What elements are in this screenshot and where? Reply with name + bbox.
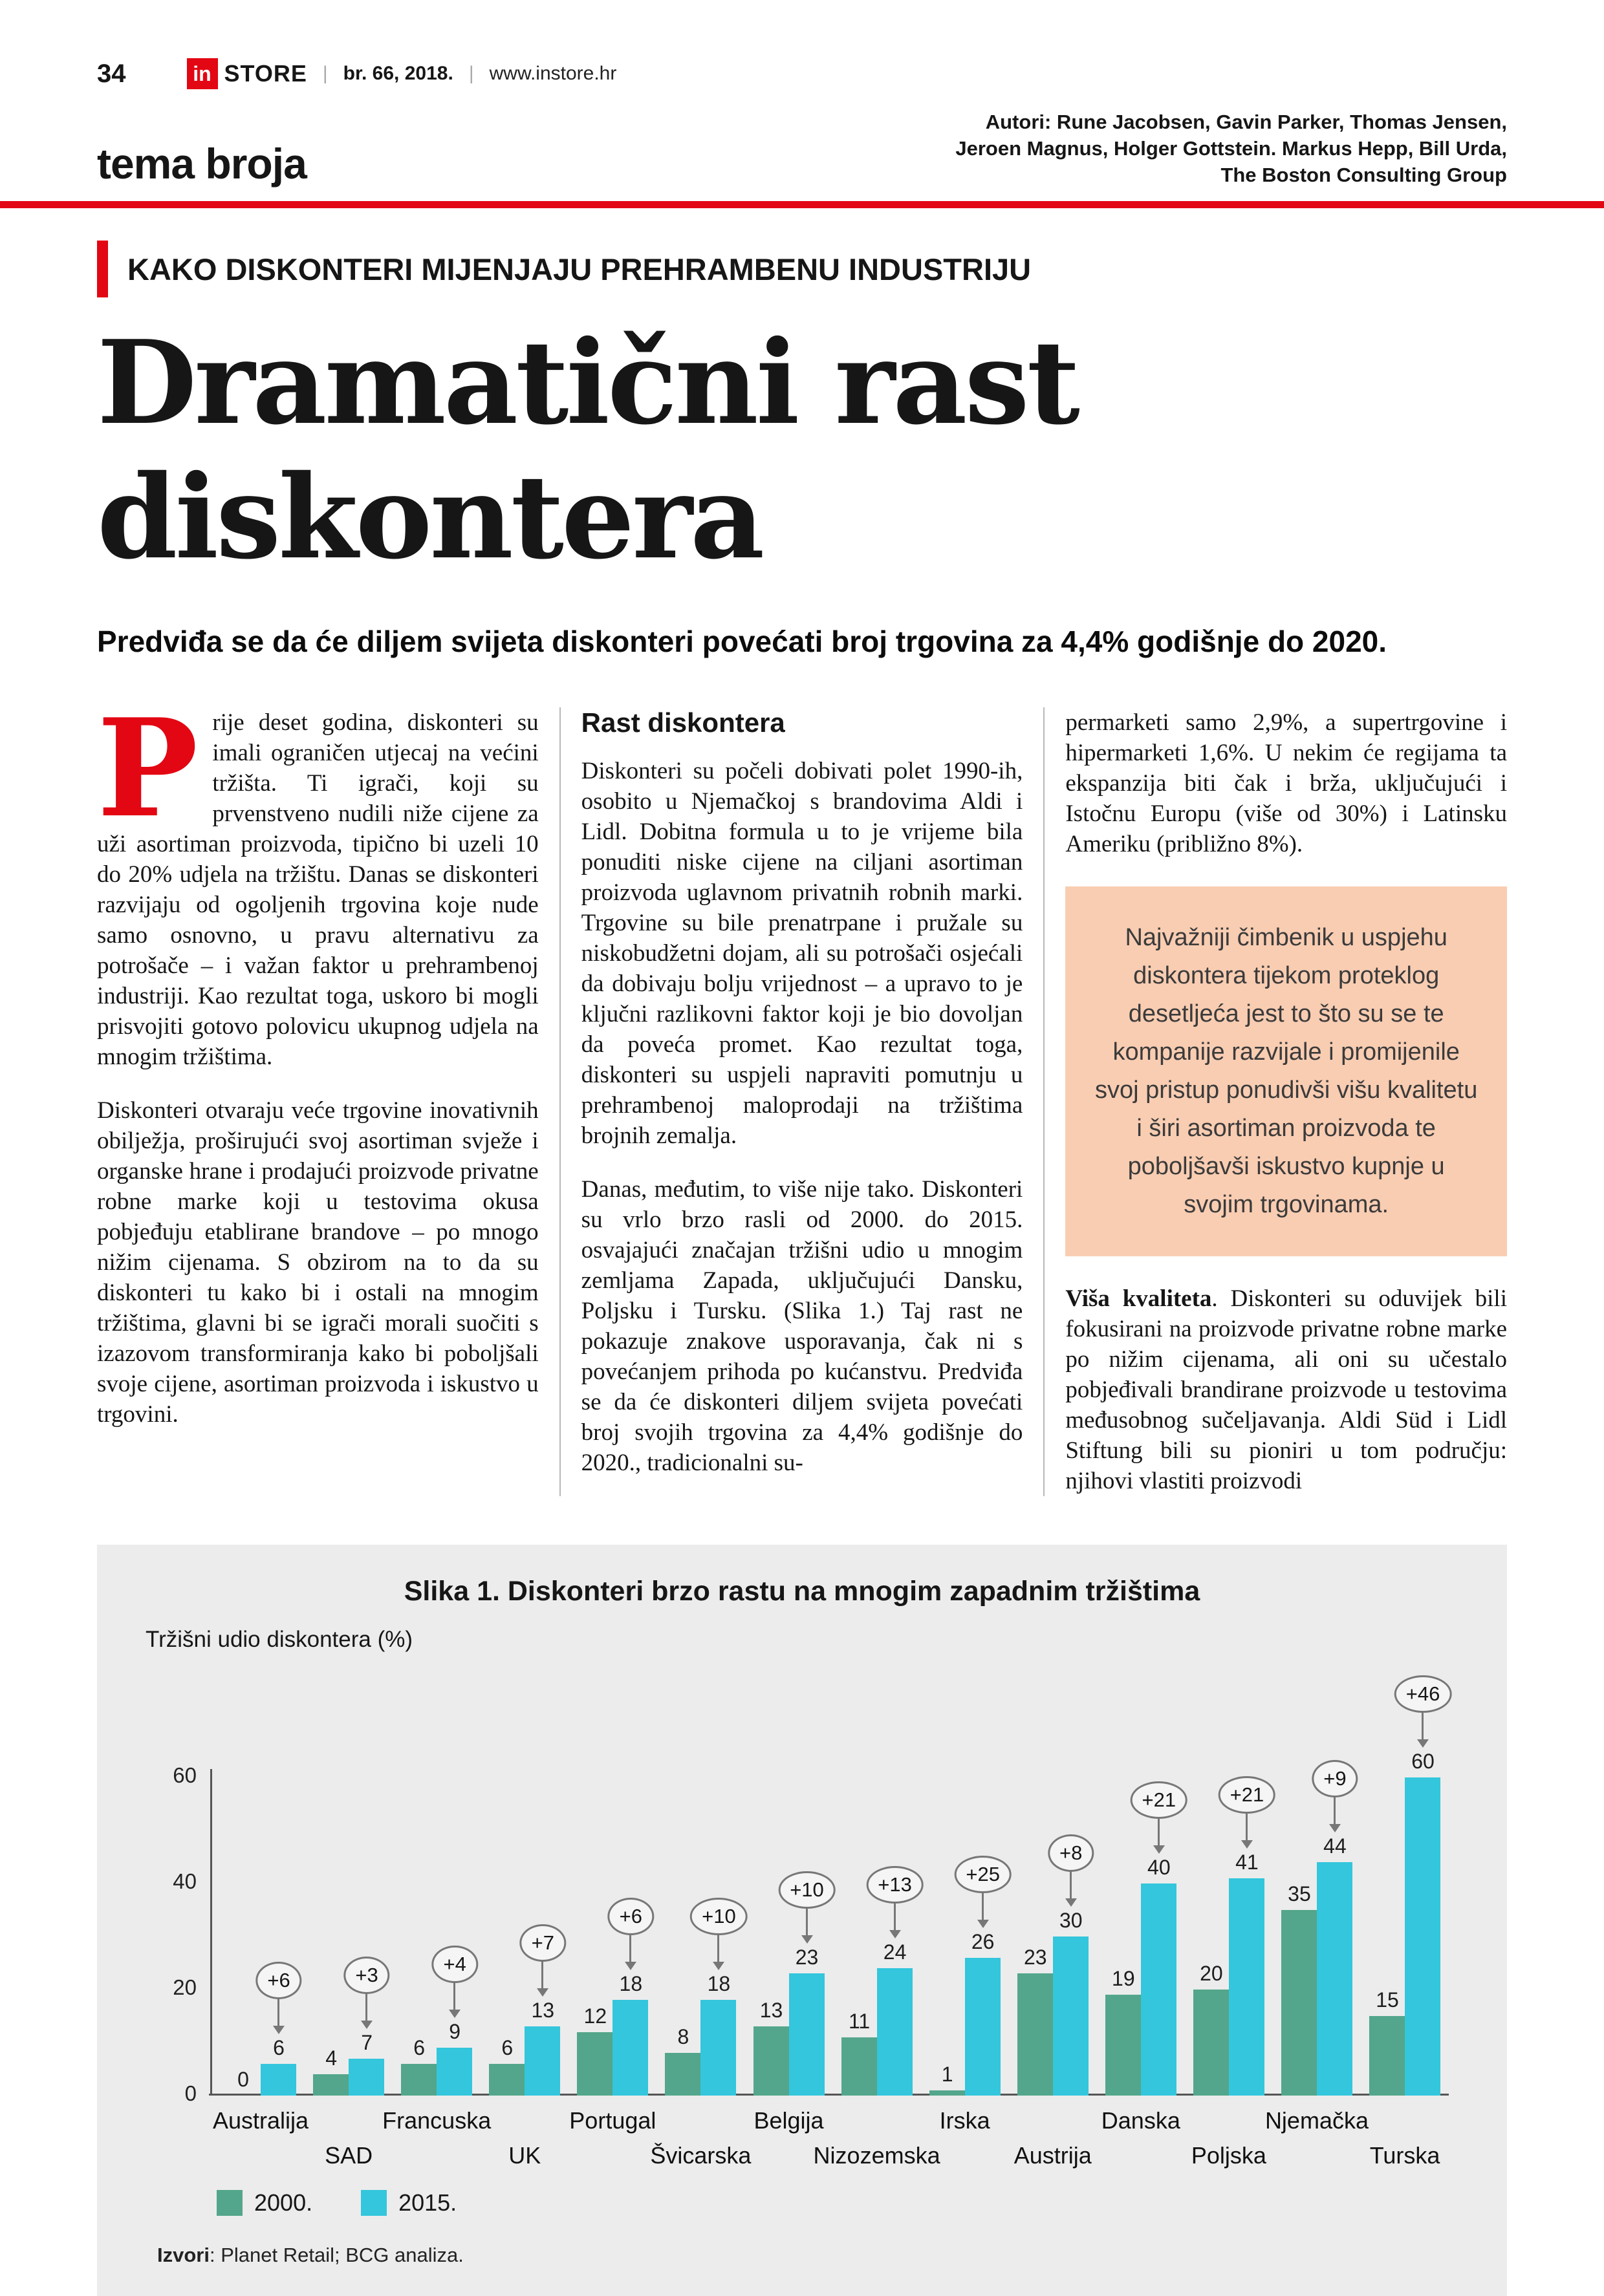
value-2015-Portugal: 18 — [619, 1971, 643, 1995]
source-text: : Planet Retail; BCG analiza. — [209, 2243, 464, 2266]
bar-2000-Francuska — [401, 2064, 437, 2096]
issue-number: br. 66, 2018. — [343, 63, 453, 84]
subheading: Rast diskontera — [581, 707, 785, 738]
bar-2000-Poljska — [1193, 1990, 1229, 2096]
bar-2015-Belgija — [789, 1973, 825, 2096]
page-number: 34 — [97, 59, 126, 88]
kicker-row — [97, 241, 1507, 297]
delta-arrow-line — [1070, 1870, 1072, 1900]
instore-logo — [187, 58, 307, 89]
delta-arrow-line — [806, 1907, 808, 1937]
chart-legend — [217, 2189, 1458, 2216]
delta-badge-Irska: +25 — [954, 1856, 1012, 1893]
column-2 — [559, 707, 1044, 1496]
value-2015-UK: 13 — [531, 1998, 555, 2022]
value-2015-Nizozemska: 24 — [883, 1940, 907, 1964]
delta-arrow-line — [1334, 1796, 1336, 1825]
y-tick-40: 40 — [173, 1869, 197, 1893]
bar-2015-Turska — [1405, 1777, 1440, 2096]
x-label-Danska: Danska — [1101, 2107, 1180, 2134]
pull-quote-box: Najvažniji čimbenik u uspjehu diskontera tijekom proteklog desetljeća jest to što su se te kompanije razvijale i promijenile svoj pristup ponudivši višu kvalitetu i širi asortiman proizvoda te poboljšavši iskustvo kupnje u svojim trgovinama. — [1065, 886, 1507, 1256]
article-title-line2: diskontera — [97, 449, 763, 585]
legend-label: 2000. — [254, 2189, 313, 2216]
x-label-Austrija: Austrija — [1013, 2141, 1092, 2169]
bar-group-Nizozemska — [813, 1669, 940, 2169]
article-title — [97, 316, 1507, 585]
section-title: tema broja — [97, 140, 307, 188]
bar-group-Irska — [921, 1669, 1009, 2134]
bar-2000-Irska — [929, 2090, 965, 2096]
bars-container — [213, 1669, 1449, 2169]
value-2000-SAD: 4 — [325, 2046, 337, 2070]
delta-arrow-line — [277, 1997, 279, 2027]
y-tick-20: 20 — [173, 1975, 197, 1999]
chart-y-axis-label: Tržišni udio diskontera (%) — [146, 1626, 413, 1652]
delta-badge-Njemačka: +9 — [1312, 1760, 1358, 1797]
delta-arrow-line — [982, 1891, 984, 1921]
delta-arrow-line — [1246, 1812, 1248, 1841]
red-kicker-bar — [97, 241, 108, 297]
delta-badge-Austrija: +8 — [1048, 1834, 1094, 1872]
value-2015-Austrija: 30 — [1059, 1908, 1083, 1932]
paragraph — [1065, 1283, 1507, 1496]
chart-title: Slika 1. Diskonteri brzo rastu na mnogim zapadnim tržištima — [404, 1575, 1200, 1607]
delta-arrow-line — [629, 1933, 631, 1963]
bar-2000-Portugal — [577, 2032, 612, 2096]
delta-badge-Danska: +21 — [1131, 1781, 1188, 1819]
bar-group-Austrija — [1009, 1669, 1097, 2169]
value-2000-Danska: 19 — [1112, 1966, 1135, 1990]
authors-line: Autori: Rune Jacobsen, Gavin Parker, Thomas Jensen, — [985, 111, 1507, 133]
value-2000-Poljska: 20 — [1200, 1961, 1223, 1985]
legend-swatch — [217, 2190, 243, 2216]
legend-label: 2015. — [398, 2189, 457, 2216]
paragraph — [97, 689, 539, 1072]
legend-item-2015 — [361, 2189, 457, 2216]
value-2015-Njemačka: 44 — [1323, 1834, 1347, 1858]
website-link[interactable]: www.instore.hr — [489, 63, 617, 84]
header-divider: | — [322, 63, 328, 84]
x-label-Turska: Turska — [1369, 2141, 1440, 2169]
value-2015-SAD: 7 — [361, 2030, 373, 2054]
x-label-Portugal: Portugal — [569, 2107, 656, 2134]
value-2000-UK: 6 — [501, 2035, 514, 2059]
paragraph: Danas, međutim, to više nije tako. Diskonteri su vrlo brzo rasli od 2000. do 2015. osvajajući značajan tržišni udio u mnogim zemljama Zapada, uključujući Dansku, Poljsku i Tursku. (Slika 1.) Taj rast ne pokazuje znakove usporavanja, čak ni s povećanjem prihoda po kućanstvu. Predviđa se da će diskonteri diljem svijeta povećati broj svojih trgovina za 4,4% godišnje do 2020., tradicionalni su- — [581, 1175, 1023, 1476]
bar-2015-Poljska — [1229, 1878, 1264, 2096]
delta-arrow-line — [1422, 1711, 1424, 1741]
bar-group-Australija — [213, 1669, 309, 2134]
bar-group-Švicarska — [650, 1669, 752, 2169]
bar-group-UK — [481, 1669, 569, 2169]
x-label-Irska: Irska — [939, 2107, 990, 2134]
source-label: Izvori — [157, 2243, 210, 2266]
article-body — [97, 689, 1508, 1496]
value-2015-Poljska: 41 — [1235, 1850, 1259, 1874]
bar-2000-Danska — [1105, 1995, 1141, 2096]
delta-badge-Francuska: +4 — [432, 1946, 478, 1983]
x-label-SAD: SAD — [325, 2141, 373, 2169]
article-kicker: KAKO DISKONTERI MIJENJAJU PREHRAMBENU INDUSTRIJU — [127, 252, 1032, 286]
value-2015-Švicarska: 18 — [707, 1971, 731, 1995]
value-2000-Austrija: 23 — [1023, 1945, 1047, 1969]
paragraph: Diskonteri otvaraju veće trgovine inovativnih obilježja, proširujući svoj asortiman svježe i organske hrane i prodajući proizvode privatne robne marke koji u testovima okusa pobjeđuju etablirane brandove – po mnogo nižim cijenama. S obzirom na to da su diskonteri tu kako bi i ostali na mnogim tržištima, glavni bi se igrači morali suočiti s izazovom transformiranja kako bi poboljšali svoje cijene, asortiman proizvoda i iskustvo u trgovini. — [97, 1097, 539, 1428]
paragraph: Diskonteri su počeli dobivati polet 1990-ih, osobito u Njemačkoj s brandovima Aldi i Lidl. Dobitna formula u to je vrijeme bila ponuditi niske cijene na ciljani asortiman proizvoda uglavnom privatnih robnih marki. Trgovine su bile prenatrpane i pružale su niskobudžetni dojam, ali su potrošači osjećali da dobivaju bolju vrijednost – a upravo to je ključni razlikovni faktor koji je bio dovoljan da poveća promet. Kao rezultat toga, diskonteri su uspjeli napraviti pomutnju u prehrambenoj maloprodaji na tržištima brojnih zemalja. — [581, 757, 1023, 1149]
bar-2000-UK — [489, 2064, 525, 2096]
bar-group-Poljska — [1185, 1669, 1273, 2169]
value-2000-Njemačka: 35 — [1288, 1882, 1311, 1905]
bar-group-Portugal — [569, 1669, 656, 2134]
value-2015-Francuska: 9 — [449, 2019, 461, 2043]
bar-group-Belgija — [744, 1669, 832, 2134]
bar-group-Francuska — [382, 1669, 492, 2134]
bar-group-SAD — [305, 1669, 393, 2169]
bar-2000-SAD — [313, 2074, 349, 2096]
article-title-line1: Dramatični rast — [97, 315, 1078, 450]
value-2015-Danska: 40 — [1147, 1855, 1171, 1879]
bar-group-Turska — [1361, 1669, 1449, 2169]
column-3 — [1043, 707, 1507, 1496]
x-label-Nizozemska: Nizozemska — [813, 2141, 940, 2169]
value-2000-Australija: 0 — [237, 2067, 249, 2091]
y-tick-60: 60 — [173, 1763, 197, 1787]
bar-2000-Austrija — [1017, 1973, 1053, 2096]
bar-2000-Belgija — [753, 2026, 789, 2096]
authors-block — [955, 109, 1507, 188]
delta-arrow-line — [453, 1981, 455, 2011]
value-2015-Belgija: 23 — [795, 1945, 819, 1969]
bar-group-Danska — [1097, 1669, 1185, 2134]
x-label-Francuska: Francuska — [382, 2107, 492, 2134]
delta-arrow-line — [541, 1960, 543, 1990]
instore-logo-mark: in — [187, 58, 218, 89]
article-lede: Predviđa se da će diljem svijeta diskonteri povećati broj trgovina za 4,4% godišnje do 2020. — [97, 624, 1387, 658]
x-label-UK: UK — [508, 2141, 541, 2169]
red-divider-rule — [0, 201, 1604, 208]
delta-badge-SAD: +3 — [343, 1957, 389, 1994]
page-header — [97, 0, 1507, 89]
bar-group-Njemačka — [1264, 1669, 1369, 2134]
paragraph-text: . Diskonteri su oduvijek bili fokusirani na proizvode privatne robne marke po nižim cijenama, ali oni su učestalo pobjeđivali brandirane proizvode u testovima međusobnog sučeljavanja. Aldi Süd i Lidl Stiftung bili su pioniri u tom području: njihovi vlastiti proizvodi — [1065, 1285, 1508, 1494]
x-label-Belgija: Belgija — [753, 2107, 824, 2134]
delta-badge-Portugal: +6 — [608, 1898, 654, 1935]
legend-swatch — [361, 2190, 387, 2216]
value-2015-Australija: 6 — [273, 2035, 285, 2059]
x-label-Australija: Australija — [213, 2107, 309, 2134]
delta-arrow-line — [894, 1902, 896, 1931]
delta-badge-Nizozemska: +13 — [866, 1866, 924, 1904]
delta-badge-UK: +7 — [520, 1924, 566, 1962]
delta-arrow-line — [717, 1933, 719, 1963]
value-2000-Irska: 1 — [941, 2062, 953, 2086]
delta-arrow-line — [365, 1992, 367, 2022]
paragraph: permarketi samo 2,9%, a supertrgovine i hipermarketi 1,6%. U nekim će regijama ta ekspanzija biti čak i brža, uključujući i Istočnu Europu (više od 30%) i Latinsku Ameriku (približno 8%). — [1065, 709, 1508, 857]
paragraph-lead-in: Viša kvaliteta — [1065, 1285, 1212, 1312]
delta-arrow-line — [1158, 1817, 1160, 1847]
x-label-Njemačka: Njemačka — [1264, 2107, 1369, 2134]
value-2015-Turska: 60 — [1411, 1749, 1435, 1773]
y-tick-0: 0 — [184, 2081, 197, 2105]
delta-badge-Australija: +6 — [255, 1962, 301, 1999]
value-2000-Portugal: 12 — [583, 2004, 607, 2028]
delta-badge-Belgija: +10 — [778, 1871, 836, 1909]
value-2000-Švicarska: 8 — [677, 2024, 689, 2048]
authors-line: The Boston Consulting Group — [1220, 164, 1507, 186]
section-row — [97, 109, 1507, 188]
instore-logo-text: STORE — [224, 60, 307, 87]
authors-line: Jeroen Magnus, Holger Gottstein. Markus Hepp, Bill Urda, — [955, 137, 1507, 160]
paragraph-text: rije deset godina, diskonteri su imali ograničen utjecaj na većini tržišta. Ti igrači, koji su prvenstveno nudili niže cijene za uži asortiman proizvoda, tipično bi uzeli 10 do 20% udjela na tržištu. Danas se diskonteri razvijaju od ogoljenih trgovina koje nude samo osnovno, u pravu alternativu za potrošače – i važan faktor u prehrambenoj industriji. Kao rezultat toga, uskoro bi mogli prisvojiti gotovo polovicu ukupnog udjela na mnogim tržištima. — [97, 709, 539, 1070]
value-2015-Irska: 26 — [971, 1929, 995, 1953]
value-2000-Belgija: 13 — [759, 1998, 783, 2022]
header-divider: | — [468, 63, 474, 84]
chart-source — [157, 2244, 1458, 2267]
value-2000-Turska: 15 — [1376, 1988, 1399, 2012]
column-1 — [97, 689, 559, 1496]
delta-badge-Turska: +46 — [1394, 1675, 1452, 1713]
delta-badge-Poljska: +21 — [1219, 1776, 1276, 1814]
value-2000-Nizozemska: 11 — [848, 2009, 871, 2033]
bar-2000-Njemačka — [1281, 1910, 1317, 2096]
delta-badge-Švicarska: +10 — [690, 1898, 748, 1935]
legend-item-2000 — [217, 2189, 312, 2216]
bar-2000-Švicarska — [665, 2053, 700, 2096]
figure-1-chart — [97, 1545, 1507, 2296]
bar-2000-Turska — [1369, 2016, 1405, 2096]
value-2000-Francuska: 6 — [413, 2035, 426, 2059]
y-axis-line — [210, 1769, 212, 2096]
x-label-Švicarska: Švicarska — [650, 2141, 752, 2169]
bar-2000-Nizozemska — [841, 2037, 877, 2096]
x-label-Poljska: Poljska — [1191, 2141, 1266, 2169]
chart-plot-area — [173, 1669, 1449, 2169]
drop-cap: P — [97, 689, 199, 848]
